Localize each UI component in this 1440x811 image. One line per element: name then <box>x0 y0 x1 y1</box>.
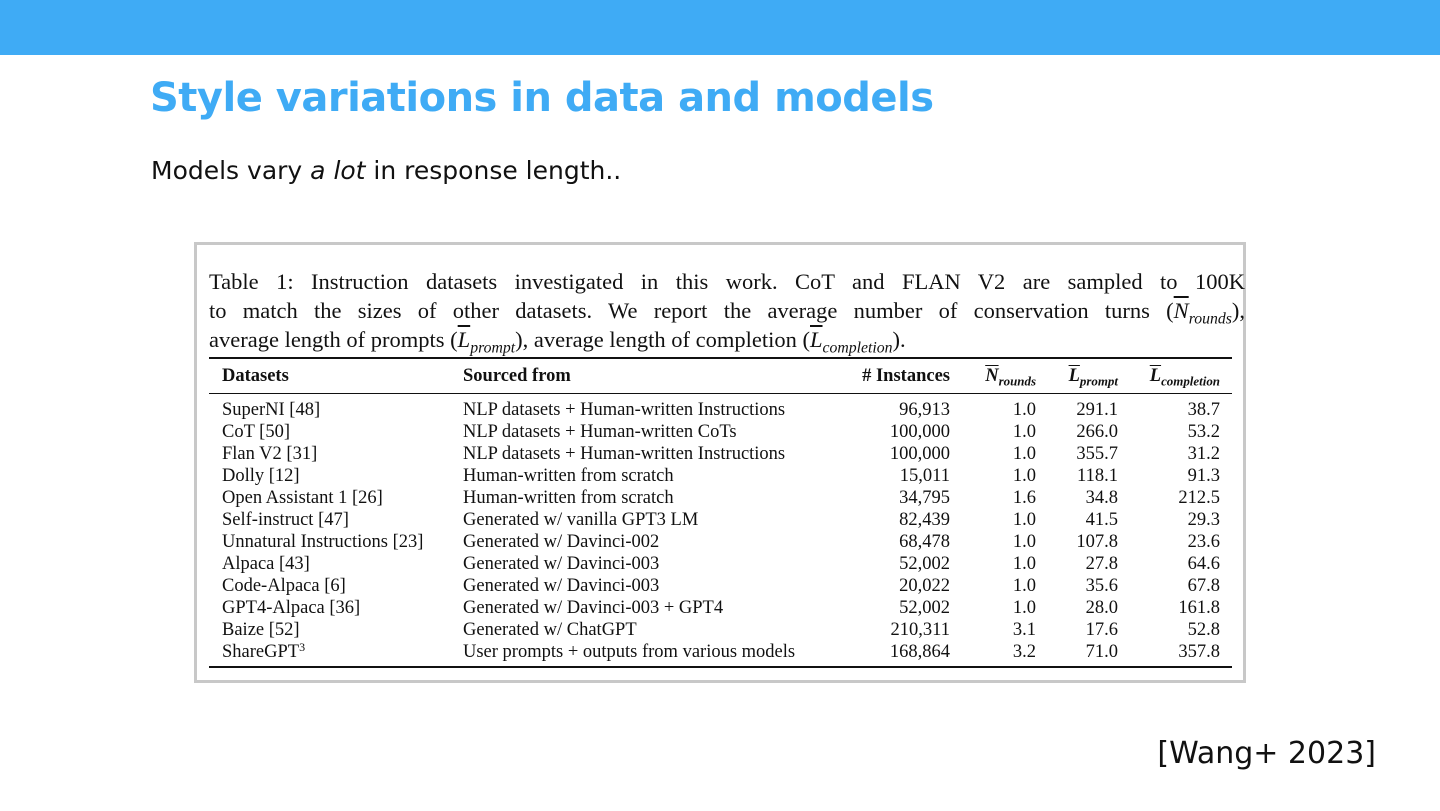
cell-l-completion: 29.3 <box>1187 510 1220 530</box>
subtitle-emphasis: a lot <box>310 156 366 185</box>
cell-instances: 20,022 <box>899 576 950 596</box>
table-row <box>209 619 1232 641</box>
cell-n-rounds: 1.0 <box>1012 576 1036 596</box>
table-row <box>209 531 1232 553</box>
cell-instances: 168,864 <box>889 642 950 662</box>
table-row <box>209 394 1232 422</box>
cell-sourced-from: NLP datasets + Human-written Instructions <box>463 400 786 420</box>
table-row <box>209 421 1232 443</box>
cell-l-completion: 31.2 <box>1187 444 1220 464</box>
table-row <box>209 575 1232 597</box>
table-header-row <box>209 358 1232 394</box>
subtitle-text-end: in response length.. <box>365 156 622 185</box>
cell-sourced-from: Human-written from scratch <box>463 466 674 486</box>
cell-sourced-from: Generated w/ vanilla GPT3 LM <box>463 510 699 530</box>
cell-l-prompt: 34.8 <box>1085 488 1118 508</box>
cell-n-rounds: 1.0 <box>1012 400 1036 420</box>
cell-instances: 82,439 <box>899 510 950 530</box>
cell-l-prompt: 17.6 <box>1085 620 1118 640</box>
cell-l-completion: 64.6 <box>1187 554 1220 574</box>
caption-line-3: average length of prompts $(\overline{L}_{prompt})$, average length of completion $(\overline{L}_{completion})$. <box>209 327 906 357</box>
cell-instances: 100,000 <box>889 422 950 442</box>
citation: [Wang+ 2023] <box>1157 736 1376 771</box>
cell-l-completion: 91.3 <box>1187 466 1220 486</box>
cell-l-completion: 23.6 <box>1187 532 1220 552</box>
cell-dataset: CoT [50] <box>222 422 291 442</box>
header-l-completion: $\overline{L}_{completion}$ <box>1149 365 1220 389</box>
cell-instances: 68,478 <box>899 532 950 552</box>
cell-sourced-from: Generated w/ Davinci-003 <box>463 554 660 574</box>
top-accent-bar <box>0 0 1440 55</box>
datasets-table <box>209 357 1232 668</box>
table-caption <box>209 267 1245 357</box>
table-body <box>209 394 1232 668</box>
cell-l-completion: 52.8 <box>1187 620 1220 640</box>
cell-n-rounds: 1.0 <box>1012 510 1036 530</box>
cell-sourced-from: NLP datasets + Human-written Instructions <box>463 444 786 464</box>
cell-dataset: ShareGPT$^3$ <box>222 640 306 662</box>
cell-l-completion: 53.2 <box>1187 422 1220 442</box>
table-row <box>209 443 1232 465</box>
header-sourced-from: Sourced from <box>463 365 571 386</box>
cell-l-prompt: 35.6 <box>1085 576 1118 596</box>
cell-dataset: Alpaca [43] <box>222 554 310 574</box>
cell-dataset: Code-Alpaca [6] <box>222 576 346 596</box>
table-row <box>209 553 1232 575</box>
cell-n-rounds: 1.0 <box>1012 444 1036 464</box>
cell-n-rounds: 1.0 <box>1012 532 1036 552</box>
cell-dataset: Open Assistant 1 [26] <box>222 488 383 508</box>
table-figure <box>194 242 1246 683</box>
cell-instances: 52,002 <box>899 598 950 618</box>
caption-line-2 <box>209 296 1245 328</box>
cell-dataset: GPT4-Alpaca [36] <box>222 598 361 618</box>
table-row <box>209 465 1232 487</box>
table-row <box>209 641 1232 667</box>
cell-sourced-from: Generated w/ Davinci-002 <box>463 532 660 552</box>
caption-line-2-text: to match the sizes of other datasets. We report the average number of conservation turns ( <box>209 298 1174 323</box>
header-n-rounds: $\overline{N}_{rounds}$ <box>985 365 1036 389</box>
cell-l-prompt: 118.1 <box>1077 466 1118 486</box>
caption-line-2-end: ), <box>1231 298 1245 323</box>
cell-dataset: Flan V2 [31] <box>222 444 318 464</box>
symbol-l-prompt: $\overline{L}_{prompt}$ <box>457 327 516 357</box>
caption-line-1: Table 1: Instruction datasets investigated in this work. CoT and FLAN V2 are sampled to 100K <box>209 269 1245 294</box>
symbol-l-completion: $\overline{L}_{completion}$ <box>810 327 893 357</box>
cell-dataset: Unnatural Instructions [23] <box>222 532 424 552</box>
cell-l-prompt: 266.0 <box>1076 422 1118 442</box>
cell-n-rounds: 3.1 <box>1012 620 1036 640</box>
subtitle-text-start: Models vary <box>151 156 311 185</box>
cell-n-rounds: 1.0 <box>1012 598 1036 618</box>
cell-dataset: Self-instruct [47] <box>222 510 349 530</box>
cell-sourced-from: User prompts + outputs from various models <box>463 642 796 662</box>
cell-l-completion: 38.7 <box>1187 400 1220 420</box>
cell-sourced-from: Human-written from scratch <box>463 488 674 508</box>
header-datasets: Datasets <box>222 365 289 386</box>
cell-l-prompt: 27.8 <box>1085 554 1118 574</box>
header-instances: # Instances <box>862 365 950 386</box>
cell-dataset: Dolly [12] <box>222 466 300 486</box>
header-l-prompt: $\overline{L}_{prompt}$ <box>1068 365 1118 389</box>
cell-instances: 52,002 <box>899 554 950 574</box>
slide-title: Style variations in data and models <box>150 75 934 121</box>
cell-instances: 34,795 <box>899 488 950 508</box>
table-row <box>209 509 1232 531</box>
cell-n-rounds: 3.2 <box>1012 642 1036 662</box>
cell-l-prompt: 291.1 <box>1076 400 1118 420</box>
cell-l-prompt: 355.7 <box>1076 444 1118 464</box>
cell-l-prompt: 107.8 <box>1076 532 1118 552</box>
cell-dataset: SuperNI [48] <box>222 400 321 420</box>
cell-l-completion: 161.8 <box>1178 598 1220 618</box>
cell-n-rounds: 1.0 <box>1012 422 1036 442</box>
footnote-marker: 3 <box>299 640 306 654</box>
cell-instances: 210,311 <box>890 620 950 640</box>
cell-instances: 96,913 <box>899 400 950 420</box>
cell-sourced-from: Generated w/ Davinci-003 <box>463 576 660 596</box>
cell-sourced-from: NLP datasets + Human-written CoTs <box>463 422 737 442</box>
cell-sourced-from: Generated w/ ChatGPT <box>463 620 637 640</box>
cell-instances: 15,011 <box>899 466 950 486</box>
cell-n-rounds: 1.6 <box>1012 488 1036 508</box>
table-row <box>209 597 1232 619</box>
cell-l-completion: 67.8 <box>1187 576 1220 596</box>
cell-l-prompt: 41.5 <box>1085 510 1118 530</box>
cell-l-completion: 357.8 <box>1178 642 1220 662</box>
cell-l-completion: 212.5 <box>1178 488 1220 508</box>
cell-instances: 100,000 <box>889 444 950 464</box>
cell-dataset: Baize [52] <box>222 620 300 640</box>
cell-l-prompt: 71.0 <box>1085 642 1118 662</box>
table-row <box>209 487 1232 509</box>
cell-n-rounds: 1.0 <box>1012 466 1036 486</box>
slide-subtitle <box>151 151 621 191</box>
cell-n-rounds: 1.0 <box>1012 554 1036 574</box>
symbol-n-rounds: $\overline{N}_{rounds}$ <box>1173 298 1232 328</box>
cell-l-prompt: 28.0 <box>1085 598 1118 618</box>
cell-sourced-from: Generated w/ Davinci-003 + GPT4 <box>463 598 724 618</box>
